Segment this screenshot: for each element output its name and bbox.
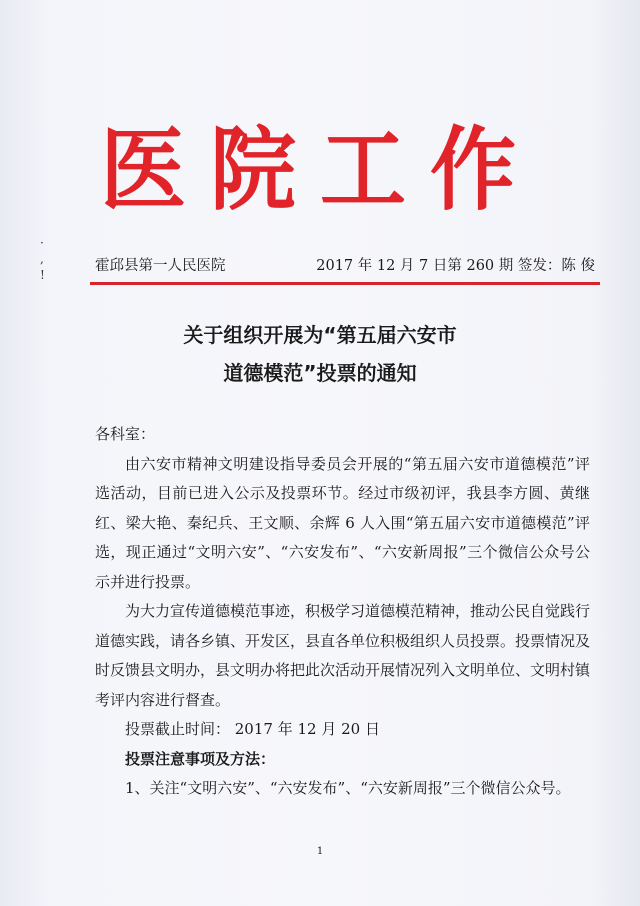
notice-title: [0, 316, 640, 392]
page-number: 1: [316, 846, 324, 857]
salutation: 各科室：: [95, 425, 156, 443]
issue-info: 2017 年 12 月 7 日第 260 期 签发：陈 俊: [316, 258, 595, 274]
organization-name: 霍邱县第一人民医院: [95, 258, 226, 274]
note-item-1: 1、关注“文明六安”、“六安发布”、“六安新周报”三个微信公众号。: [125, 779, 571, 797]
red-divider: [90, 282, 600, 285]
title-line-2: 道德模范”投票的通知: [223, 361, 417, 385]
notes-heading: 投票注意事项及方法：: [125, 749, 276, 768]
paragraph-2: 为大力宣传道德模范事迹，积极学习道德模范精神，推动公民自觉践行道德实践，请各乡镇、开发区，县直各单位积极组织人员投票。投票情况及时反馈县文明办，县文明办将把此次活动开展情况列入文明单位、文明村镇考评内容进行督查。: [95, 602, 591, 709]
deadline: 投票截止时间： 2017 年 12 月 20 日: [125, 720, 380, 738]
title-line-1: 关于组织开展为“第五届六安市: [183, 323, 457, 347]
issue-line: [95, 254, 595, 276]
notice-body: [95, 420, 590, 804]
margin-marks: · , !: [40, 236, 45, 282]
paragraph-1: 由六安市精神文明建设指导委员会开展的“第五届六安市道德模范”评选活动，目前已进入公示及投票环节。经过市级初评，我县李方圆、黄继红、梁大艳、秦纪兵、王文顺、余辉 6 人入围“第五届六安市道德模范”评选，现正通过“文明六安”、“六安发布”、“六安新周报”三个微信公众号公示并进行投票。: [95, 454, 590, 591]
masthead-title: 医院工作: [100, 116, 540, 223]
